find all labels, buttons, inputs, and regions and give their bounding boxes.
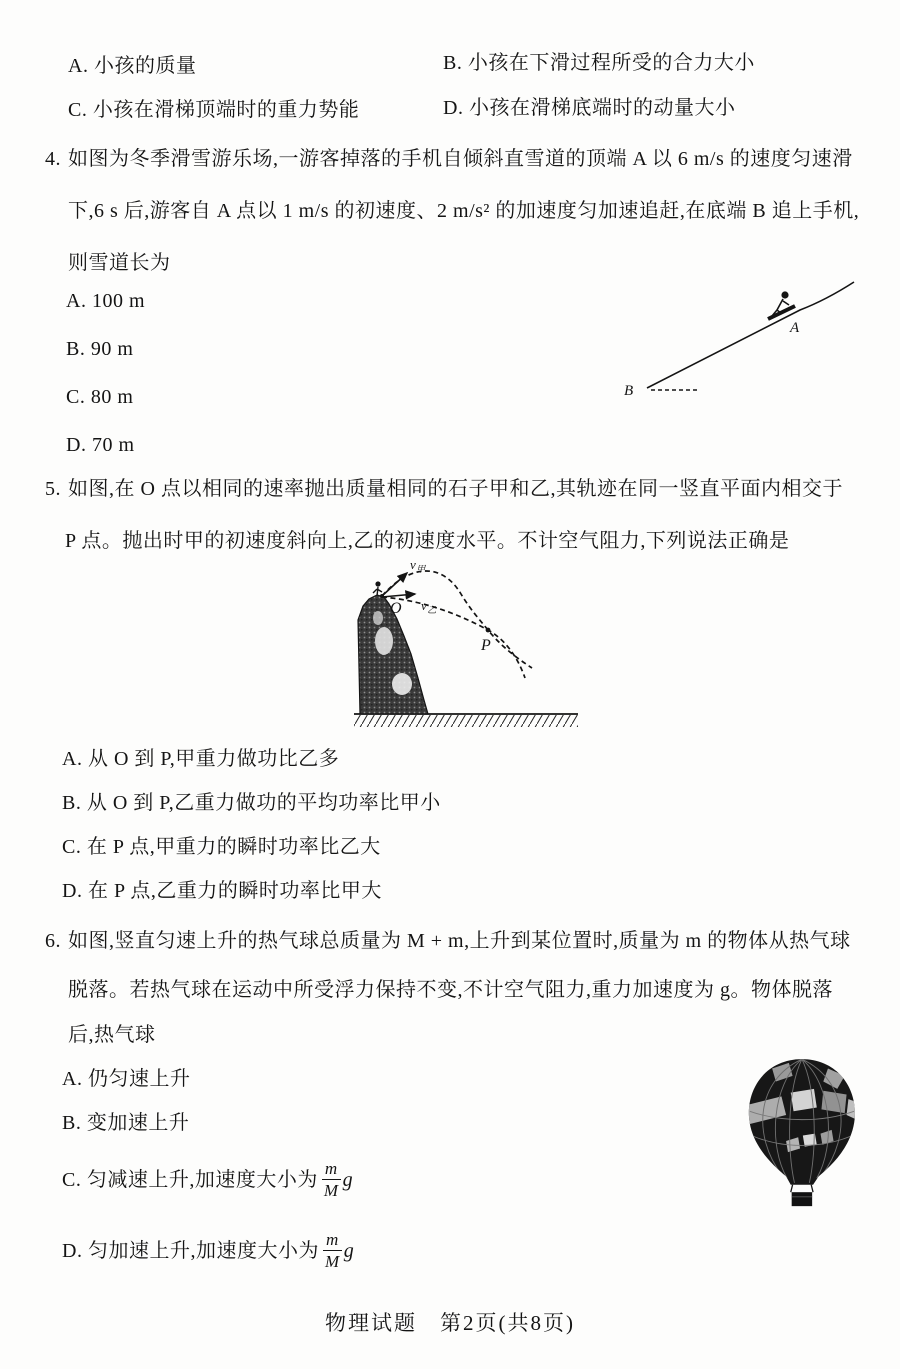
q4-option-d: D. 70 m [66, 434, 135, 456]
q6-option-b: B. 变加速上升 [62, 1112, 190, 1134]
q4-stem-line2: 下,6 s 后,游客自 A 点以 1 m/s 的初速度、2 m/s² 的加速度匀加速追赶,在底端 B 追上手机, [68, 200, 860, 222]
q5-option-a: A. 从 O 到 P,甲重力做功比乙多 [62, 748, 340, 770]
q4-stem-line1: 如图为冬季滑雪游乐场,一游客掉落的手机自倾斜直雪道的顶端 A 以 6 m/s 的速度匀速滑 [68, 148, 853, 170]
q4-number: 4. [45, 148, 61, 170]
hot-air-balloon-figure [744, 1048, 884, 1208]
v-jia-label: $v_甲$ [410, 557, 426, 574]
q5-stem-line2: P 点。抛出时甲的初速度斜向上,乙的初速度水平。不计空气阻力,下列说法正确是 [65, 530, 790, 552]
balloon-envelope [744, 1059, 861, 1185]
q6-option-a: A. 仍匀速上升 [62, 1068, 191, 1090]
projectile-cliff-figure [348, 556, 583, 731]
q6-number: 6. [45, 930, 61, 952]
q6-stem-line3: 后,热气球 [68, 1024, 156, 1046]
q5-option-b: B. 从 O 到 P,乙重力做功的平均功率比甲小 [62, 792, 441, 814]
q4-stem-line3: 则雪道长为 [68, 252, 171, 274]
q5-stem-line1: 如图,在 O 点以相同的速率抛出质量相同的石子甲和乙,其轨迹在同一竖直平面内相交于 [68, 478, 843, 500]
q5-option-d: D. 在 P 点,乙重力的瞬时功率比甲大 [62, 880, 382, 902]
q3-option-a: A. 小孩的质量 [68, 55, 197, 77]
ground-line [354, 714, 578, 727]
q6-option-d: D. 匀加速上升,加速度大小为 $\frac{m}{M}$ g [62, 1230, 355, 1271]
velocity-arrows [382, 573, 415, 597]
q4-option-a: A. 100 m [66, 290, 145, 312]
slope [647, 282, 854, 390]
q3-option-c: C. 小孩在滑梯顶端时的重力势能 [68, 99, 360, 121]
v-yi-label: $v_乙$ [421, 598, 437, 615]
q3-option-d: D. 小孩在滑梯底端时的动量大小 [443, 97, 736, 119]
q6-option-c: C. 匀减速上升,加速度大小为 $\frac{m}{M}$ g [62, 1159, 354, 1200]
q5-option-c: C. 在 P 点,甲重力的瞬时功率比乙大 [62, 836, 381, 858]
q6-stem-line1: 如图,竖直匀速上升的热气球总质量为 M + m,上升到某位置时,质量为 m 的物体从热气球 [68, 930, 851, 952]
ski-slope-figure [618, 272, 883, 402]
point-o-label: O [390, 600, 402, 617]
balloon-basket [791, 1185, 813, 1206]
point-p-dot [486, 628, 491, 633]
q3-option-b: B. 小孩在下滑过程所受的合力大小 [443, 52, 755, 74]
q4-option-b: B. 90 m [66, 338, 134, 360]
fraction-m-over-M: $\frac{m}{M}$ [322, 1160, 341, 1199]
slope-label-a: A [790, 320, 800, 336]
point-p-label: P [481, 637, 491, 654]
q6-stem-line2: 脱落。若热气球在运动中所受浮力保持不变,不计空气阻力,重力加速度为 g。物体脱落 [68, 979, 833, 1001]
slope-label-b: B [624, 383, 634, 399]
page-footer: 物理试题 第2页(共8页) [325, 1311, 575, 1335]
q4-option-c: C. 80 m [66, 386, 134, 408]
q5-number: 5. [45, 478, 61, 500]
fraction-m-over-M: $\frac{m}{M}$ [323, 1231, 342, 1270]
